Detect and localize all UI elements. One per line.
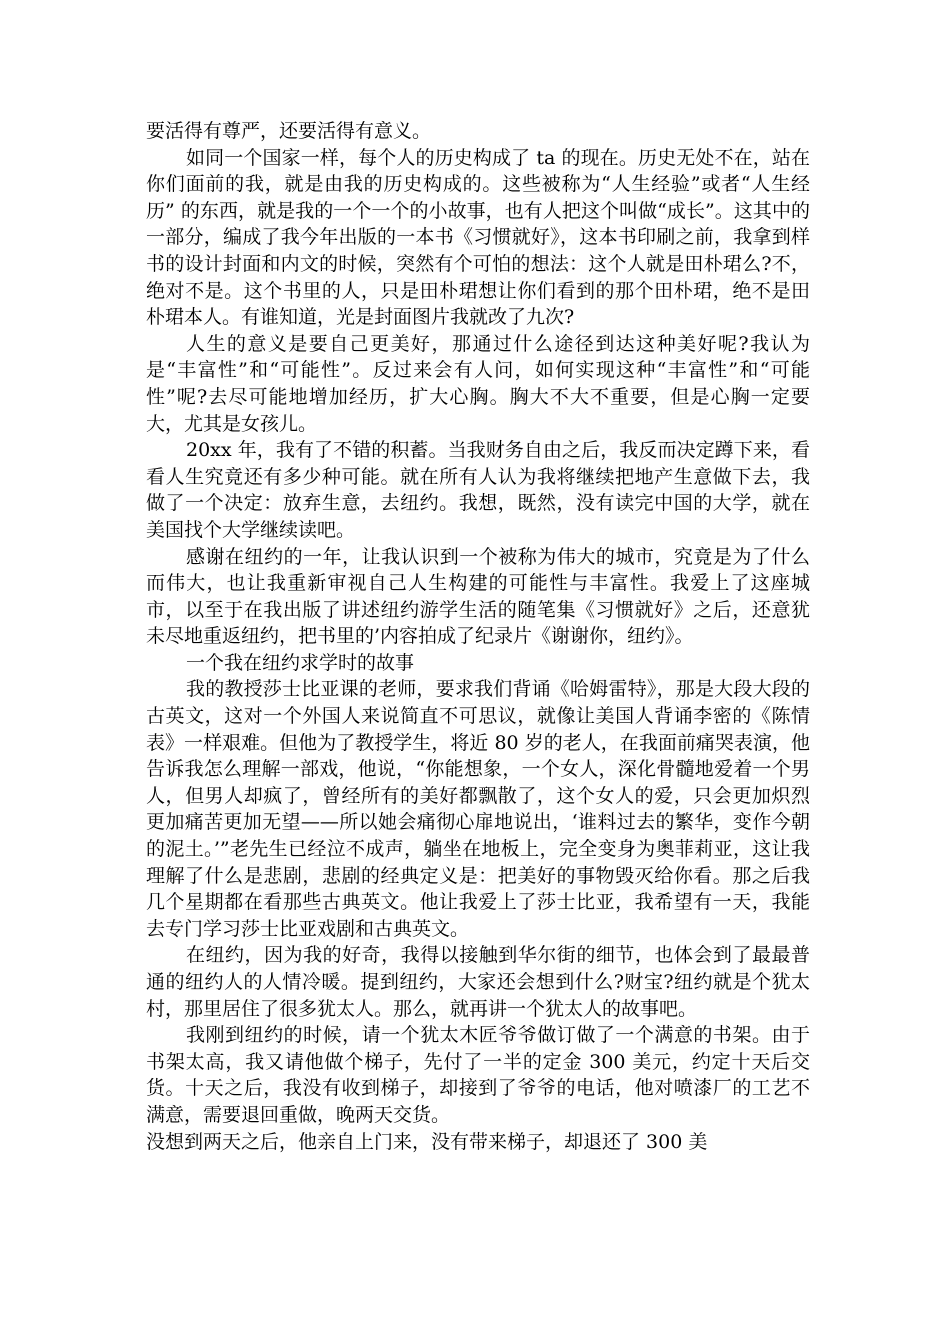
paragraph: 20xx 年，我有了不错的积蓄。当我财务自由之后，我反而决定蹲下来，看看人生究竟还有多少种可能。就在所有人认为我将继续把地产生意做下去，我做了一个决定：放弃生意，去纽约。我想，既然，没有读完中国的大学，就在美国找个大学继续读吧。 bbox=[146, 439, 810, 541]
paragraph: 如同一个国家一样，每个人的历史构成了 ta 的现在。历史无处不在，站在你们面前的我，就是由我的历史构成的。这些被称为“人生经验”或者“人生经历” 的东西，就是我的一个一个的小故事，也有人把这个叫做“成长”。这其中的一部分，编成了我今年出版的一本书《习惯就好》，这本书印刷之前，我拿到样书的设计封面和内文的时候，突然有个可怕的想法：这个人就是田朴珺么?不，绝对不是。这个书里的人，只是田朴珺想让你们看到的那个田朴珺，绝不是田朴珺本人。有谁知道，光是封面图片我就改了九次? bbox=[146, 146, 810, 329]
paragraph: 我刚到纽约的时候，请一个犹太木匠爷爷做订做了一个满意的书架。由于书架太高，我又请他做个梯子，先付了一半的定金 300 美元，约定十天后交货。十天之后，我没有收到梯子，却接到了爷爷的电话，他对喷漆厂的工艺不满意，需要退回重做，晚两天交货。 bbox=[146, 1024, 810, 1126]
paragraph: 要活得有尊严，还要活得有意义。 bbox=[146, 120, 432, 142]
paragraph: 人生的意义是要自己更美好，那通过什么途径到达这种美好呢?我认为是“丰富性”和“可能性”。反过来会有人问，如何实现这种“丰富性”和“可能性”呢?去尽可能地增加经历，扩大心胸。胸大不大不重要，但是心胸一定要大，尤其是女孩儿。 bbox=[146, 332, 810, 435]
article-body bbox=[146, 118, 810, 1155]
paragraph: 感谢在纽约的一年，让我认识到一个被称为伟大的城市，究竟是为了什么而伟大，也让我重新审视自己人生构建的可能性与丰富性。我爱上了这座城市，以至于在我出版了讲述纽约游学生活的随笔集《习惯就好》之后，还意犹未尽地重返纽约，把书里的’内容拍成了纪录片《谢谢你，纽约》。 bbox=[146, 545, 810, 648]
paragraph-continued: 没想到两天之后，他亲自上门来，没有带来梯子，却退还了 300 美 bbox=[146, 1130, 708, 1153]
paragraph: 我的教授莎士比亚课的老师，要求我们背诵《哈姆雷特》，那是大段大段的古英文，这对一个外国人来说简直不可思议，就像让美国人背诵李密的《陈情表》一样艰难。但他为了教授学生，将近 80 岁的老人，在我面前痛哭表演，他告诉我怎么理解一部戏，他说，“你能想象，一个女人，深化骨髓地爱着一个男人，但男人却疯了，曾经所有的美好都飘散了，这个女人的爱，只会更加炽烈更加痛苦更加无望——所以她会痛彻心扉地说出，‘谁料过去的繁华，变作今朝的泥土。’”老先生已经泣不成声，躺坐在地板上，完全变身为奥菲莉亚，这让我理解了什么是悲剧，悲剧的经典定义是：把美好的事物毁灭给你看。那之后我几个星期都在看那些古典英文。他让我爱上了莎士比亚，我希望有一天，我能去专门学习莎士比亚戏剧和古典英文。 bbox=[146, 678, 810, 940]
section-heading: 一个我在纽约求学时的故事 bbox=[186, 651, 415, 674]
paragraph: 在纽约，因为我的好奇，我得以接触到华尔街的细节，也体会到了最最普通的纽约人的人情冷暖。提到纽约，大家还会想到什么?财宝?纽约就是个犹太村，那里居住了很多犹太人。那么，就再讲一个犹太人的故事吧。 bbox=[146, 944, 810, 1020]
